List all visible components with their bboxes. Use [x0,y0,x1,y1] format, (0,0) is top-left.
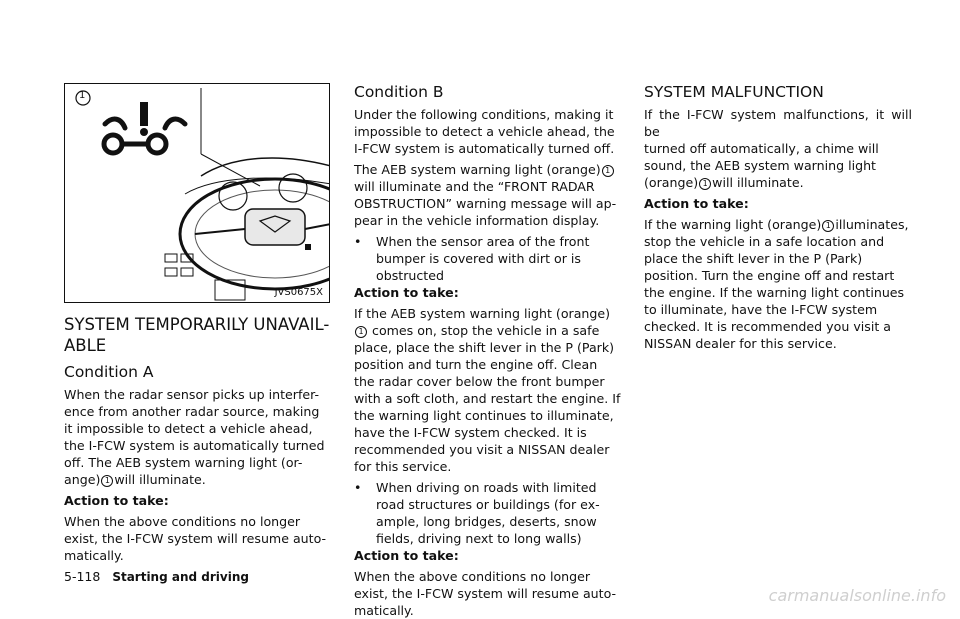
text-line: have the I-FCW system checked. It is [354,425,587,440]
text-line: When the radar sensor picks up interfer- [64,387,320,402]
text-line: the I-FCW system is automatically turned [64,438,325,453]
column-2 [354,82,622,619]
text-line: turned off automatically, a chime will [644,141,879,156]
text-line: sound, the AEB system warning light [644,158,876,173]
system-malfunction-heading: SYSTEM MALFUNCTION [644,83,824,101]
column-1 [64,314,330,564]
text-line: recommended you visit a NISSAN dealer [354,442,610,457]
page-number: 5-118 [64,569,101,584]
list-item: • When driving on roads with limited road structures or buildings (for ex- ample, long bridges, deserts, snow fields, driving next to long walls) [354,480,600,546]
text-line: When the above conditions no longer [64,514,301,529]
text-line: the engine. If the warning light continues [644,285,905,300]
text-line: If the I-FCW system malfunctions, it will be [644,107,912,139]
list-item: • When the sensor area of the front bumper is covered with dirt or is obstructed [354,234,590,283]
bullet-icon: • [354,480,362,495]
text-line: OBSTRUCTION” warning message will ap- [354,196,617,211]
text-line: 1 comes on, stop the vehicle in a safe [354,322,622,339]
action-label: Action to take: [354,285,459,300]
text-line: pear in the vehicle information display. [354,213,600,228]
page-footer [64,569,249,584]
text-line: matically. [64,548,124,563]
text-line: impossible to detect a vehicle ahead, the [354,124,615,139]
callout-1-icon: 1 [822,220,834,232]
column-3 [644,82,912,352]
section-heading-cont: ABLE [64,336,107,355]
text-line: place, place the shift lever in the P (Park) [354,340,615,355]
text-line: If the AEB system warning light (orange) [354,306,611,321]
condition-a-heading: Condition A [64,363,154,381]
text-line: (orange) 1 will illuminate. [644,175,804,190]
text-line: ange) 1 will illuminate. [64,472,206,487]
callout-1-icon: 1 [101,475,113,487]
section-title: Starting and driving [112,570,249,584]
text-line: to illuminate, have the I-FCW system [644,302,878,317]
text-line: the radar cover below the front bumper [354,374,605,389]
text-line: If the warning light (orange) 1 illuminates, [644,217,909,232]
text-line: exist, the I-FCW system will resume auto- [64,531,327,546]
text-line: place the shift lever in the P (Park) [644,251,863,266]
action-label: Action to take: [354,548,459,563]
action-label: Action to take: [644,196,749,211]
callout-1-icon: 1 [699,178,711,190]
text-line: exist, the I-FCW system will resume auto- [354,586,617,601]
callout-1-icon: 1 [602,165,614,177]
condition-b-heading: Condition B [354,83,444,101]
figure-callout: 1 [79,90,86,101]
figure [64,83,330,303]
steering-wheel-illustration [65,84,330,303]
text-line: position and turn the engine off. Clean [354,357,598,372]
text-line: stop the vehicle in a safe location and [644,234,885,249]
section-heading: SYSTEM TEMPORARILY UNAVAIL- [64,315,330,334]
text-line: the warning light continues to illuminate, [354,408,614,423]
text-line: When the above conditions no longer [354,569,591,584]
text-line: it impossible to detect a vehicle ahead, [64,421,313,436]
text-line: matically. [354,603,414,618]
bullet-icon: • [354,234,362,249]
text-line: will illuminate and the “FRONT RADAR [354,179,595,194]
callout-1-icon: 1 [355,326,367,338]
watermark: carmanualsonline.info [768,586,946,605]
text-line: NISSAN dealer for this service. [644,336,837,351]
text-line: ence from another radar source, making [64,404,320,419]
figure-code: JVS0675X [274,287,323,298]
text-line: Under the following conditions, making it [354,107,614,122]
text-line: The AEB system warning light (orange) 1 [354,161,622,178]
text-line: off. The AEB system warning light (or- [64,455,303,470]
text-line: for this service. [354,459,452,474]
text-line: position. Turn the engine off and restart [644,268,895,283]
text-line: I-FCW system is automatically turned off. [354,141,615,156]
text-line: checked. It is recommended you visit a [644,319,891,334]
text-line: with a soft cloth, and restart the engine. If [354,391,621,406]
action-label: Action to take: [64,493,169,508]
